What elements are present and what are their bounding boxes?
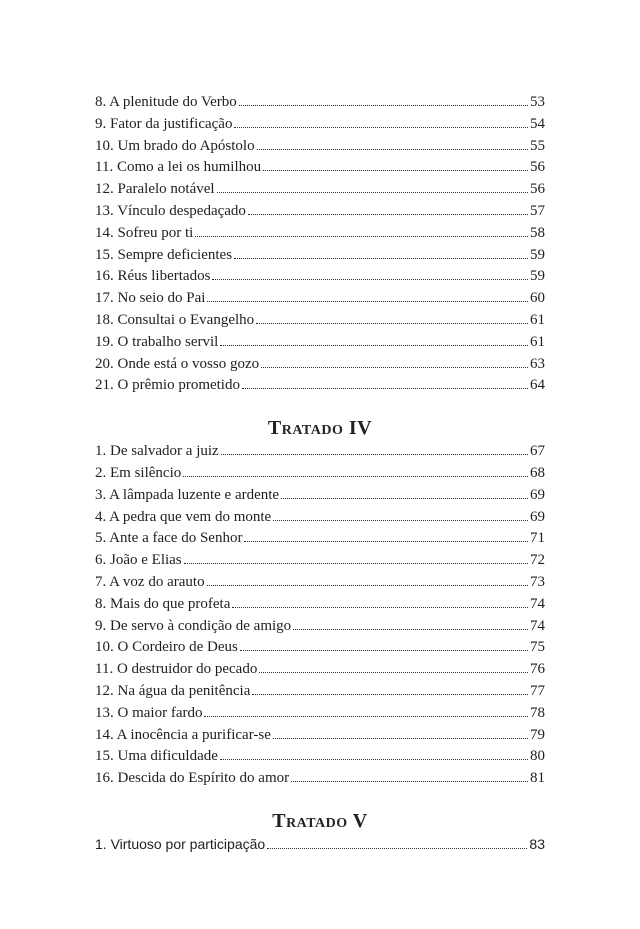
toc-entry-page-number: 68: [530, 464, 545, 481]
dot-leader: [195, 236, 528, 237]
dot-leader: [263, 170, 528, 171]
toc-entry-title: 13. Vínculo despedaçado: [95, 202, 246, 219]
toc-entry: [95, 572, 545, 594]
dot-leader: [217, 192, 528, 193]
toc-entry: [95, 703, 545, 725]
toc-entry: [95, 834, 545, 856]
toc-list-tratado-v: [95, 834, 545, 856]
toc-entry-page-number: 57: [530, 202, 545, 219]
toc-entry: [95, 266, 545, 288]
toc-entry-title: 14. Sofreu por ti: [95, 224, 194, 241]
dot-leader: [261, 367, 528, 368]
toc-entry-title: 5. Ante a face do Senhor: [95, 530, 243, 547]
toc-entry-title: 10. Um brado do Apóstolo: [95, 137, 255, 154]
toc-entry: [95, 288, 545, 310]
section-heading-tratado-iv: Tratado IV: [267, 417, 373, 440]
dot-leader: [204, 716, 528, 717]
toc-entry-page-number: 61: [530, 311, 545, 328]
toc-entry: [95, 245, 545, 267]
toc-entry-title: 4. A pedra que vem do monte: [95, 508, 272, 525]
toc-list-tratado-iii: [95, 92, 545, 397]
toc-entry-page-number: 69: [530, 486, 545, 503]
toc-entry-page-number: 54: [530, 115, 545, 132]
dot-leader: [234, 127, 528, 128]
toc-entry-page-number: 60: [530, 290, 545, 307]
toc-entry-title: 6. João e Elias: [95, 552, 182, 569]
dot-leader: [239, 105, 528, 106]
toc-entry: [95, 332, 545, 354]
toc-entry-title: 15. Sempre deficientes: [95, 246, 233, 263]
toc-entry-page-number: 53: [530, 94, 545, 110]
toc-entry-title: 16. Réus libertados: [95, 268, 211, 285]
table-of-contents: [95, 92, 545, 856]
dot-leader: [183, 476, 528, 477]
toc-entry-page-number: 67: [530, 443, 545, 460]
toc-entry-title: 10. O Cordeiro de Deus: [95, 639, 238, 656]
dot-leader: [244, 541, 528, 542]
toc-entry-title: 1. Virtuoso por participação: [95, 835, 266, 852]
toc-entry-page-number: 75: [530, 639, 545, 656]
dot-leader: [207, 301, 528, 302]
dot-leader: [267, 848, 527, 849]
dot-leader: [257, 149, 528, 150]
toc-entry-page-number: 76: [530, 661, 545, 678]
toc-entry: [95, 375, 545, 397]
toc-entry-title: 2. Em silêncio: [95, 464, 182, 481]
dot-leader: [220, 759, 528, 760]
toc-entry: [95, 725, 545, 747]
toc-entry-title: 3. A lâmpada luzente e ardente: [95, 486, 280, 503]
toc-entry: [95, 507, 545, 529]
toc-entry: [95, 681, 545, 703]
toc-entry: [95, 201, 545, 223]
toc-entry-page-number: 81: [530, 770, 545, 787]
toc-entry-page-number: 64: [530, 377, 545, 394]
toc-entry-page-number: 56: [530, 181, 545, 198]
toc-entry-title: 20. Onde está o vosso gozo: [95, 355, 260, 372]
toc-entry-page-number: 74: [530, 617, 545, 634]
toc-entry: [95, 616, 545, 638]
toc-entry: [95, 441, 545, 463]
toc-entry-title: 14. A inocência a purificar-se: [95, 726, 271, 743]
toc-entry-page-number: 63: [530, 355, 545, 372]
toc-entry-title: 9. De servo à condição de amigo: [95, 617, 292, 634]
toc-entry-title: 12. Paralelo notável: [95, 181, 215, 198]
toc-entry-title: 21. O prêmio prometido: [95, 377, 240, 394]
dot-leader: [293, 629, 528, 630]
dot-leader: [242, 388, 528, 389]
toc-entry-page-number: 69: [530, 508, 545, 525]
toc-entry-page-number: 80: [530, 748, 545, 765]
toc-entry: [95, 114, 545, 136]
toc-entry-title: 17. No seio do Pai: [95, 290, 206, 307]
dot-leader: [281, 498, 528, 499]
toc-entry-page-number: 61: [530, 333, 545, 350]
toc-entry-title: 11. O destruidor do pecado: [95, 661, 258, 678]
toc-entry-page-number: 59: [530, 246, 545, 263]
toc-entry: [95, 594, 545, 616]
toc-entry-title: 1. De salvador a juiz: [95, 443, 219, 460]
toc-entry-title: 9. Fator da justificação: [95, 115, 233, 132]
toc-entry-title: 19. O trabalho servil: [95, 333, 219, 350]
toc-entry: [95, 550, 545, 572]
toc-entry-title: 16. Descida do Espírito do amor: [95, 770, 290, 787]
toc-entry-title: 8. A plenitude do Verbo: [95, 94, 237, 110]
toc-entry-page-number: 55: [530, 137, 545, 154]
toc-entry-page-number: 71: [530, 530, 545, 547]
toc-entry: [95, 136, 545, 158]
dot-leader: [207, 585, 528, 586]
toc-entry: [95, 463, 545, 485]
dot-leader: [273, 520, 528, 521]
toc-list-tratado-iv: [95, 441, 545, 790]
toc-entry: [95, 223, 545, 245]
toc-entry-page-number: 78: [530, 704, 545, 721]
toc-entry: [95, 92, 545, 114]
toc-entry-page-number: 72: [530, 552, 545, 569]
toc-entry-page-number: 77: [530, 682, 545, 699]
dot-leader: [212, 279, 528, 280]
toc-entry: [95, 485, 545, 507]
toc-entry: [95, 768, 545, 790]
toc-entry-title: 8. Mais do que profeta: [95, 595, 231, 612]
toc-entry-page-number: 79: [530, 726, 545, 743]
toc-entry-page-number: 73: [530, 573, 545, 590]
dot-leader: [240, 650, 528, 651]
toc-entry: [95, 179, 545, 201]
dot-leader: [184, 563, 528, 564]
toc-entry: [95, 637, 545, 659]
toc-entry-title: 7. A voz do arauto: [95, 573, 205, 590]
dot-leader: [248, 214, 528, 215]
toc-entry-title: 13. O maior fardo: [95, 704, 203, 721]
toc-entry: [95, 354, 545, 376]
toc-entry-page-number: 56: [530, 159, 545, 176]
toc-entry: [95, 659, 545, 681]
dot-leader: [232, 607, 528, 608]
dot-leader: [291, 781, 528, 782]
toc-entry-page-number: 83: [529, 835, 545, 852]
toc-entry: [95, 746, 545, 768]
toc-entry: [95, 528, 545, 550]
dot-leader: [259, 672, 528, 673]
dot-leader: [256, 323, 528, 324]
toc-entry-title: 11. Como a lei os humilhou: [95, 159, 262, 176]
dot-leader: [252, 694, 528, 695]
toc-entry: [95, 157, 545, 179]
dot-leader: [220, 345, 528, 346]
dot-leader: [234, 258, 528, 259]
dot-leader: [221, 454, 528, 455]
toc-entry-title: 18. Consultai o Evangelho: [95, 311, 255, 328]
toc-entry-title: 12. Na água da penitência: [95, 682, 251, 699]
toc-entry: [95, 310, 545, 332]
section-heading-tratado-v: Tratado V: [272, 809, 368, 832]
toc-entry-page-number: 59: [530, 268, 545, 285]
toc-entry-page-number: 58: [530, 224, 545, 241]
toc-entry-page-number: 74: [530, 595, 545, 612]
toc-entry-title: 15. Uma dificuldade: [95, 748, 218, 765]
dot-leader: [273, 738, 528, 739]
